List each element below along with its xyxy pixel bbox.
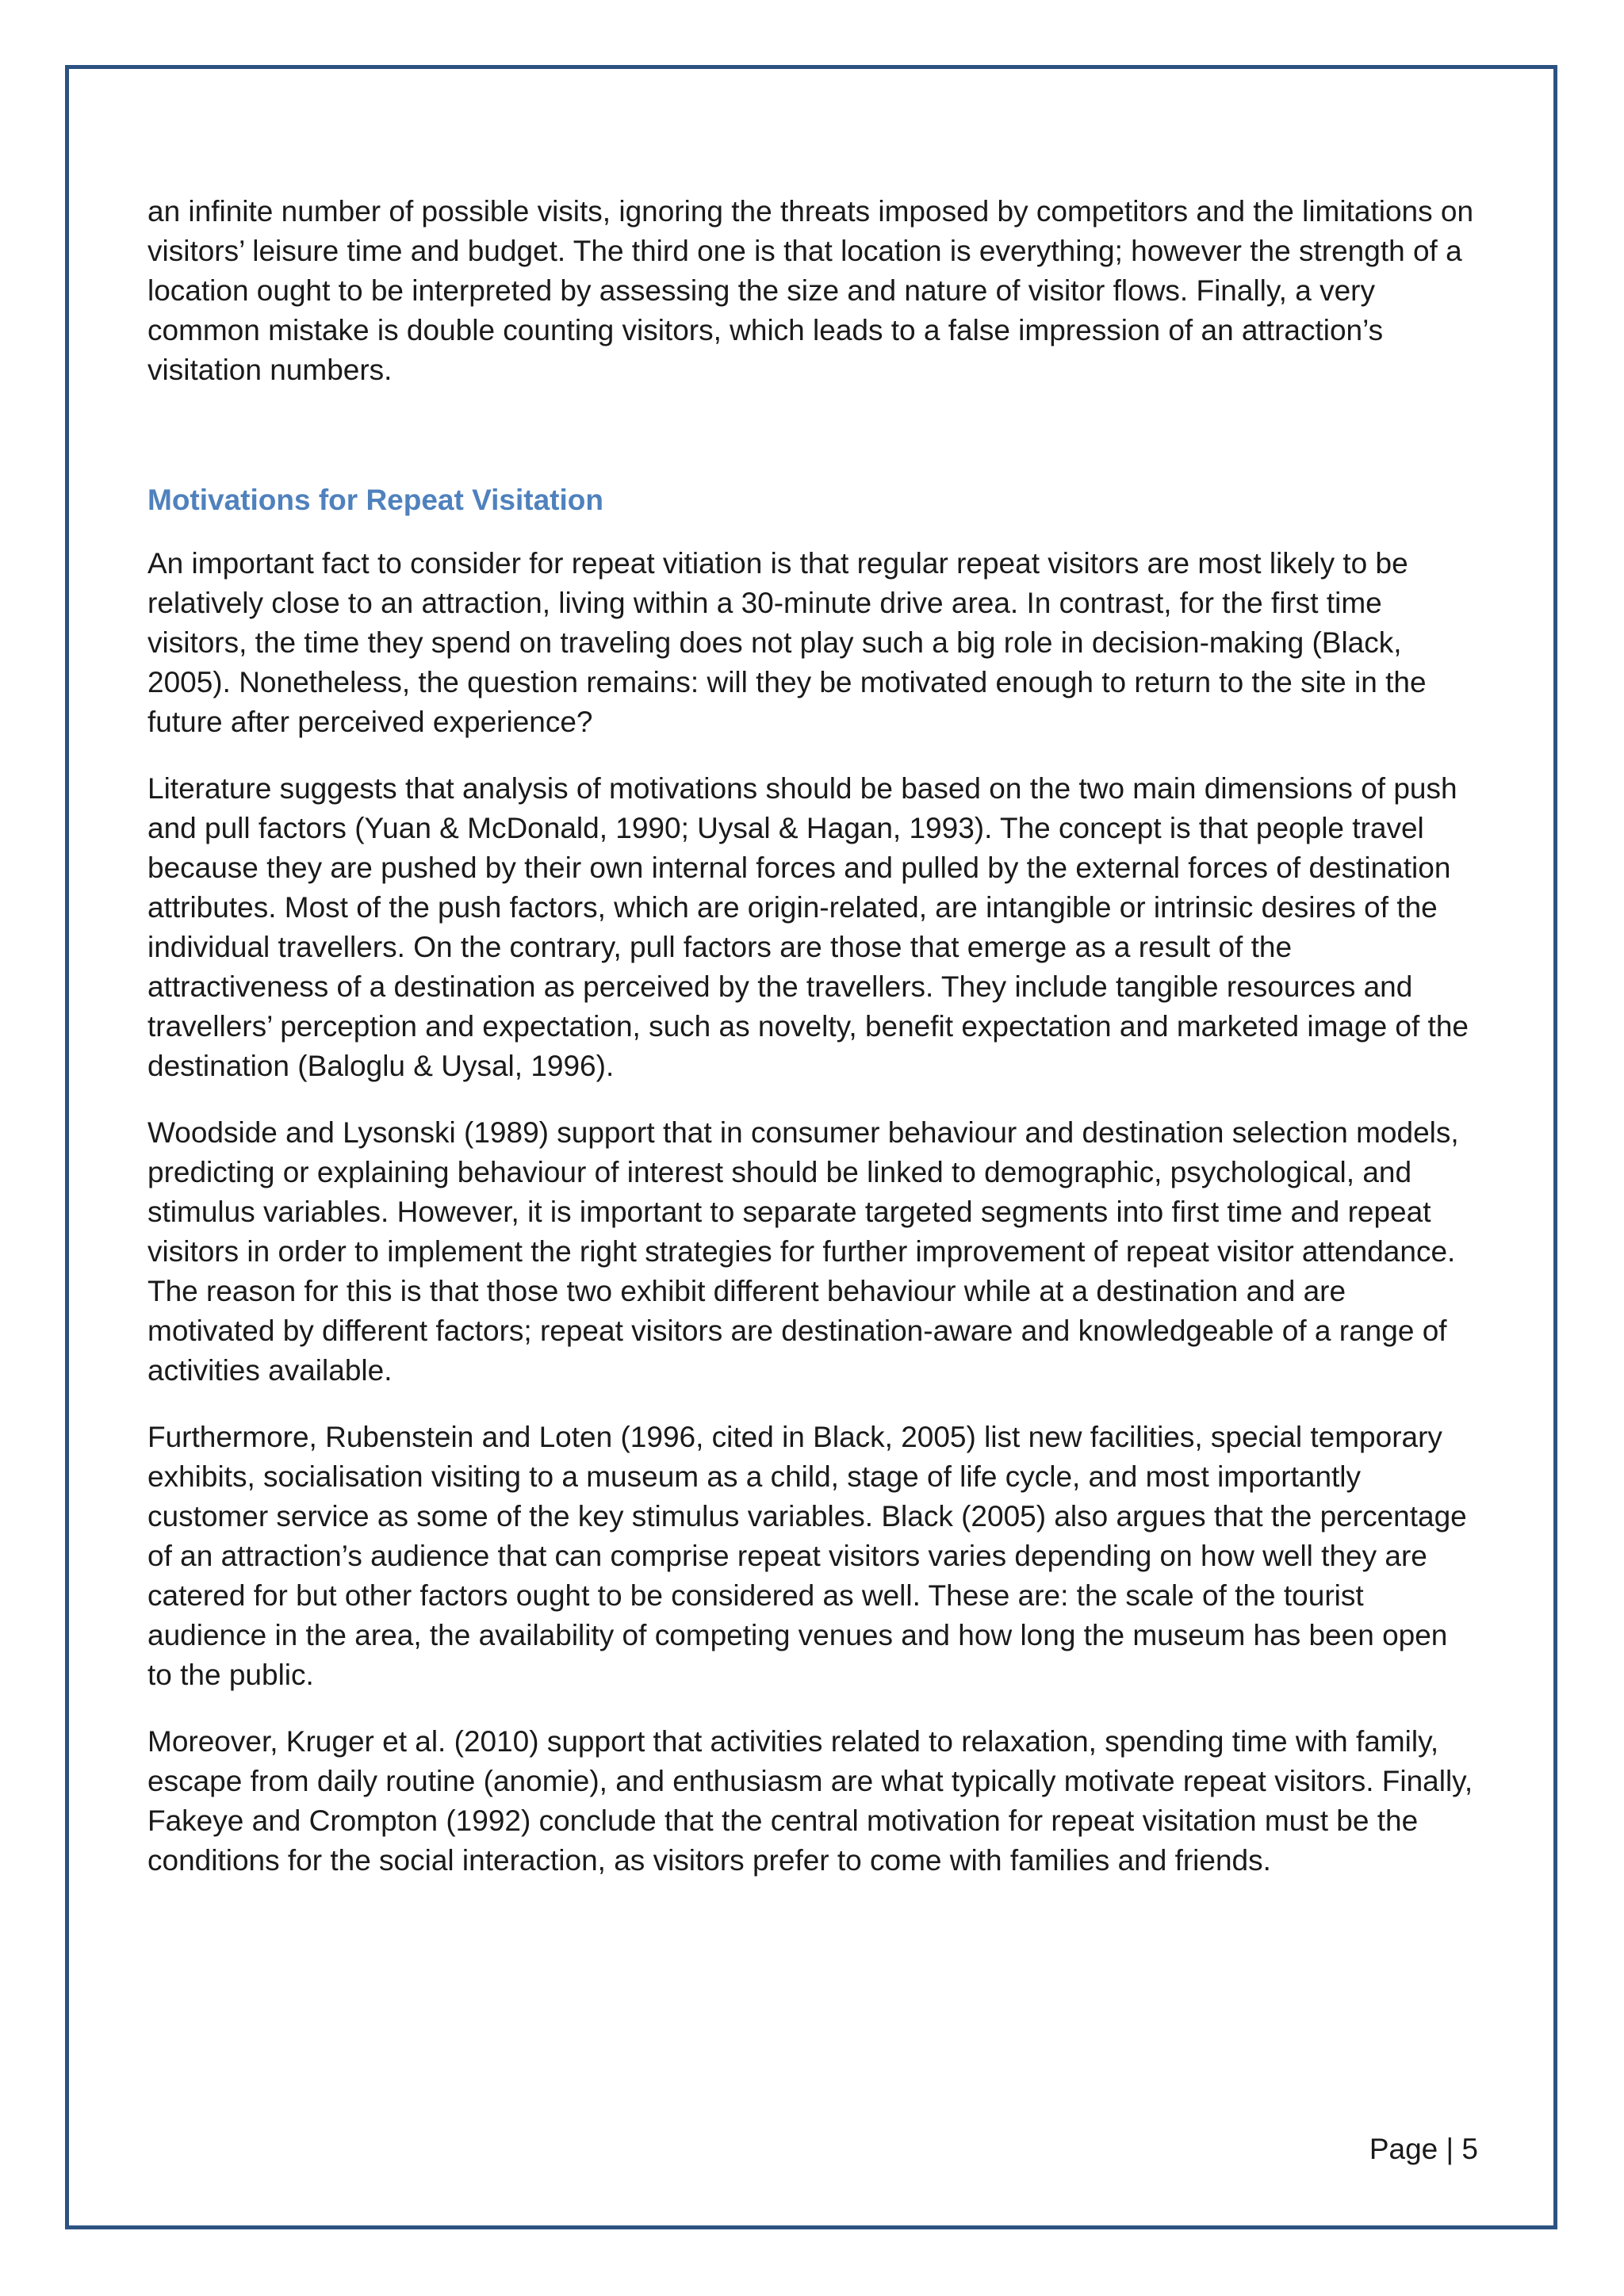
page-number: Page | 5 xyxy=(1369,2133,1478,2165)
paragraph-3: Woodside and Lysonski (1989) support that in consumer behaviour and destination selection models, predicting or explaining behaviour of interest should be linked to demographic, psychological, and stimulus variables. However, it is important to separate targeted segments into first time and repeat visitors in order to implement the right strategies for further improvement of repeat visitor attendance. The reason for this is that those two exhibit different behaviour while at a destination and are motivated by different factors; repeat visitors are destination-aware and knowledgeable of a range of activities available. xyxy=(147,1116,1459,1387)
paragraph-4: Furthermore, Rubenstein and Loten (1996, cited in Black, 2005) list new facilities, special temporary exhibits, socialisation visiting to a museum as a child, stage of life cycle, and most importantly customer service as some of the key stimulus variables. Black (2005) also argues that the percentage of an attraction’s audience that can comprise repeat visitors varies depending on how well they are catered for but other factors ought to be considered as well. These are: the scale of the tourist audience in the area, the availability of competing venues and how long the museum has been open to the public. xyxy=(147,1421,1467,1691)
paragraph-1: An important fact to consider for repeat vitiation is that regular repeat visitors are most likely to be relatively close to an attraction, living within a 30-minute drive area. In contrast, for the first time visitors, the time they spend on traveling does not play such a big role in decision-making (Black, 2005). Nonetheless, the question remains: will they be motivated enough to return to the site in the future after perceived experience? xyxy=(147,547,1427,738)
paragraph-2: Literature suggests that analysis of motivations should be based on the two main dimensions of push and pull factors (Yuan & McDonald, 1990; Uysal & Hagan, 1993). The concept is that people travel because they are pushed by their own internal forces and pulled by the external forces of destination attributes. Most of the push factors, which are origin-related, are intangible or intrinsic desires of the individual travellers. On the contrary, pull factors are those that emerge as a result of the attractiveness of a destination as perceived by the travellers. They include tangible resources and travellers’ perception and expectation, such as novelty, benefit expectation and marketed image of the destination (Baloglu & Uysal, 1996). xyxy=(147,772,1469,1082)
intro-paragraph: an infinite number of possible visits, ignoring the threats imposed by competitors and the limitations on visitors’ leisure time and budget. The third one is that location is everything; however the strength of a location ought to be interpreted by assessing the size and nature of visitor flows. Finally, a very common mistake is double counting visitors, which leads to a false impression of an attraction’s visitation numbers. xyxy=(147,195,1474,386)
paragraph-5: Moreover, Kruger et al. (2010) support that activities related to relaxation, spending time with family, escape from daily routine (anomie), and enthusiasm are what typically motivate repeat visitors. Finally, Fakeye and Crompton (1992) conclude that the central motivation for repeat visitation must be the conditions for the social interaction, as visitors prefer to come with families and friends. xyxy=(147,1725,1473,1877)
document-body xyxy=(147,192,1477,1908)
section-heading: Motivations for Repeat Visitation xyxy=(147,484,603,516)
